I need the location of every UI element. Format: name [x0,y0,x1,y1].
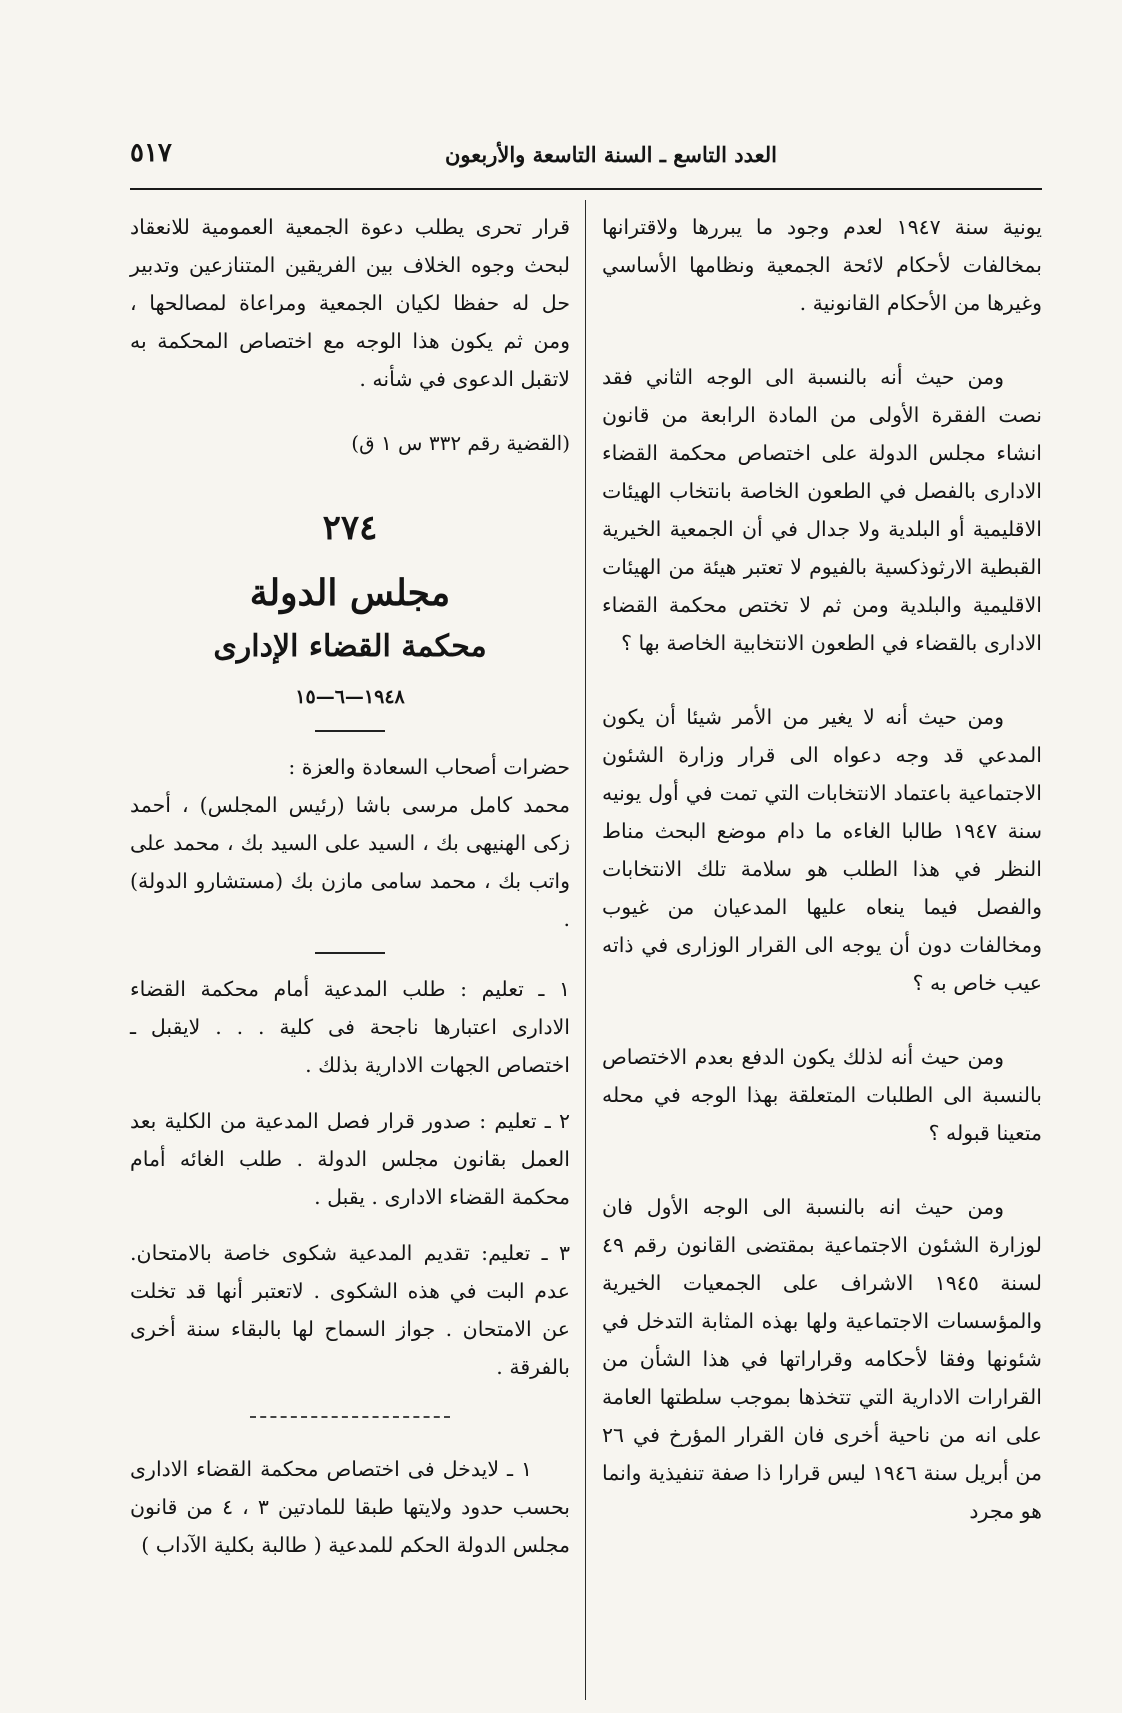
paragraph: ومن حيث انه بالنسبة الى الوجه الأول فان لوزارة الشئون الاجتماعية بمقتضى القانون رقم ٤٩ لسنة ١٩٤٥ الاشراف على الجمعيات الخيرية والمؤسسات الاجتماعية ولها بهذه المثابة التدخل في شئونها وفقا لأحكامه وقراراتها في هذا الشأن من القرارات الادارية التي تتخذها بموجب سلطتها العامة على انه من ناحية أخرى فان القرار المؤرخ في ٢٦ من أبريل سنة ١٩٤٦ ليس قرارا ذا صفة تنفيذية وانما هو مجرد [602,1195,1042,1523]
running-title: العدد التاسع ـ السنة التاسعة والأربعون [444,142,777,167]
header-rule [130,188,1042,190]
decision-date: ١٩٤٨—٦—١٥ [295,686,405,708]
left-column [130,208,570,1564]
dashed-separator [250,1416,450,1418]
bench-intro: حضرات أصحاب السعادة والعزة : [288,755,570,779]
syllabus-item: ٢ ـ تعليم : صدور قرار فصل المدعية من الكلية بعد العمل بقانون مجلس الدولة . طلب الغائه أمام محكمة القضاء الادارى . يقبل . [130,1109,570,1209]
paragraph: ومن حيث أنه لذلك يكون الدفع بعدم الاختصاص بالنسبة الى الطلبات المتعلقة بهذا الوجه في محله متعينا قبوله ؟ [602,1045,1042,1145]
chamber-name: محكمة القضاء الإدارى [213,629,487,664]
section-rule [315,730,385,732]
opening-paragraph: قرار تحرى يطلب دعوة الجمعية العمومية للانعقاد لبحث وجوه الخلاف بين الفريقين المتنازعين وتدبير حل له حفظا لكيان الجمعية ومراعاة لمصالحها ، ومن ثم يكون هذا الوجه مع اختصاص المحكمة به لاتقبل الدعوى في شأنه . [130,215,570,391]
syllabus [130,970,570,1386]
page-number: ٥١٧ [130,138,172,168]
column-divider [585,200,586,1700]
bench-members: محمد كامل مرسى باشا (رئيس المجلس) ، أحمد زكى الهنيهى بك ، السيد على السيد بك ، محمد على واتب بك ، محمد سامى مازن بك (مستشارو الدولة) . [130,793,570,931]
syllabus-item: ١ ـ تعليم : طلب المدعية أمام محكمة القضاء الادارى اعتبارها ناجحة فى كلية . . . لايقبل ـ اختصاص الجهات الادارية بذلك . [130,977,570,1077]
paragraph: ومن حيث أنه لا يغير من الأمر شيئا أن يكون المدعي قد وجه دعواه الى قرار وزارة الشئون الاجتماعية باعتماد الانتخابات التي تمت في أول يونيه سنة ١٩٤٧ طالبا الغاءه ما دام موضع البحث مناط النظر في هذا الطلب هو سلامة تلك الانتخابات والفصل فيما ينعاه عليها المدعيان من غيوب ومخالفات دون أن يوجه الى القرار الوزارى في ذاته عيب خاص به ؟ [602,705,1042,995]
case-number: ٢٧٤ [322,508,378,548]
section-rule [315,952,385,954]
paragraph: يونية سنة ١٩٤٧ لعدم وجود ما يبررها ولاقترانها بمخالفات لأحكام لائحة الجمعية ونظامها الأساسي وغيرها من الأحكام القانونية . [602,215,1042,315]
paragraph: ومن حيث أنه بالنسبة الى الوجه الثاني فقد نصت الفقرة الأولى من المادة الرابعة من قانون انشاء مجلس الدولة على اختصاص محكمة القضاء الادارى بالفصل في الطعون الخاصة بانتخاب الهيئات الاقليمية أو البلدية ولا جدال في أن الجمعية الخيرية القبطية الارثوذكسية بالفيوم لا تعتبر هيئة من الهيئات الاقليمية والبلدية ومن ثم لا تختص محكمة القضاء الادارى بالقضاء في الطعون الانتخابية الخاصة بها ؟ [602,365,1042,655]
page-header [130,138,1042,182]
right-column [602,208,1042,1530]
syllabus-item: ٣ ـ تعليم: تقديم المدعية شكوى خاصة بالامتحان. عدم البت في هذه الشكوى . لاتعتبر أنها قد تخلت عن الامتحان . جواز السماح لها بالبقاء سنة أخرى بالفرقة . [130,1241,570,1379]
case-citation: (القضية رقم ٣٣٢ س ١ ق) [351,431,570,455]
closing-paragraph: ١ ـ لايدخل فى اختصاص محكمة القضاء الادارى بحسب حدود ولايتها طبقا للمادتين ٣ ، ٤ من قانون مجلس الدولة الحكم للمدعية ( طالبة بكلية الآداب ) [130,1457,571,1557]
court-name: مجلس الدولة [249,572,451,614]
